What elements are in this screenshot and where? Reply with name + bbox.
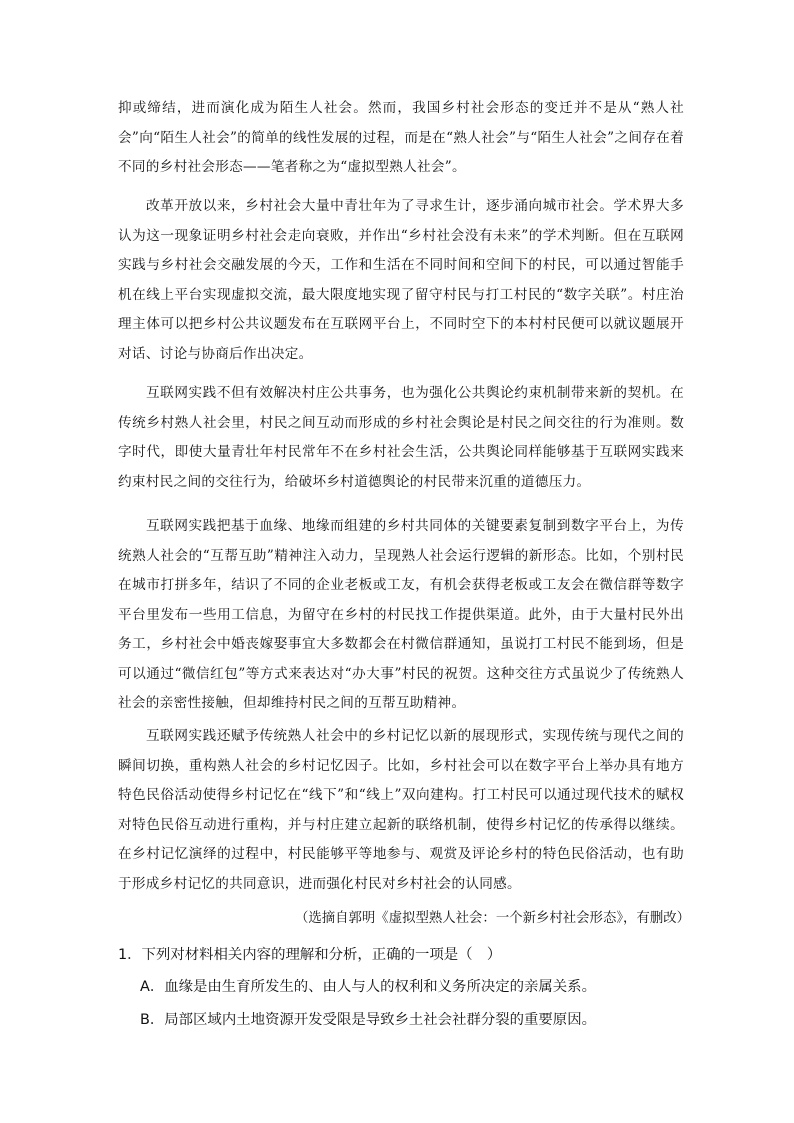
article-paragraph-4: 互联网实践把基于血缘、地缘而组建的乡村共同体的关键要素复制到数字平台上，为传统熟人社会的“互帮互助”精神注入动力，呈现熟人社会运行逻辑的新形态。比如，个别村民在城市打拼多年，结识了不同的企业老板或工友，有机会获得老板或工友会在微信群等数字平台里发布一些用工信息，为留守在乡村的村民找工作提供渠道。此外，由于大量村民外出务工，乡村社会中婚丧嫁娶事宜大多数都会在村微信群通知，虽说打工村民不能到场，但是可以通过“微信红包”等方式来表达对“办大事”村民的祝贺。这种交往方式虽说少了传统熟人社会的亲密性接触，但却维持村民之间的互帮互助精神。 xyxy=(118,518,684,711)
article-paragraph-1: 抑或缔结，进而演化成为陌生人社会。然而，我国乡村社会形态的变迁并不是从“熟人社会”向“陌生人社会”的简单的线性发展的过程，而是在“熟人社会”与“陌生人社会”之间存在着不同的乡村社会形态——笔者称之为“虚拟型熟人社会”。 xyxy=(118,100,684,175)
option-b: B．局部区域内土地资源开发受限是导致乡土社会社群分裂的重要原因。 xyxy=(140,1012,596,1028)
article-paragraph-5: 互联网实践还赋予传统熟人社会中的乡村记忆以新的展现形式，实现传统与现代之间的瞬间切换，重构熟人社会的乡村记忆因子。比如，乡村社会可以在数字平台上举办具有地方特色民俗活动使得乡村记忆在“线下”和“线上”双向建构。打工村民可以通过现代技术的赋权对特色民俗互动进行重构，并与村庄建立起新的联络机制，使得乡村记忆的传承得以继续。在乡村记忆演绎的过程中，村民能够平等地参与、观赏及评论乡村的特色民俗活动，也有助于形成乡村记忆的共同意识，进而强化村民对乡村社会的认同感。 xyxy=(118,728,684,892)
article-paragraph-2: 改革开放以来，乡村社会大量中青壮年为了寻求生计，逐步涌向城市社会。学术界大多认为这一现象证明乡村社会走向衰败，并作出“乡村社会没有未来”的学术判断。但在互联网实践与乡村社会交融发展的今天，工作和生活在不同时间和空间下的村民，可以通过智能手机在线上平台实现虚拟交流，最大限度地实现了留守村民与打工村民的“数字关联”。村庄治理主体可以把乡村公共议题发布在互联网平台上，不同时空下的本村村民便可以就议题展开对话、讨论与协商后作出决定。 xyxy=(118,198,684,362)
article-source: （选摘自郭明《虚拟型熟人社会：一个新乡村社会形态》，有删改） xyxy=(294,911,690,926)
question-stem: 1．下列对材料相关内容的理解和分析，正确的一项是（ ） xyxy=(118,947,502,963)
option-a: A．血缘是由生育所发生的、由人与人的权利和义务所决定的亲属关系。 xyxy=(140,979,596,995)
article-paragraph-3: 互联网实践不但有效解决村庄公共事务，也为强化公共舆论约束机制带来新的契机。在传统乡村熟人社会里，村民之间互动而形成的乡村社会舆论是村民之间交往的行为准则。数字时代，即使大量青壮年村民常年不在乡村社会生活，公共舆论同样能够基于互联网实践来约束村民之间的交往行为，给破坏乡村道德舆论的村民带来沉重的道德压力。 xyxy=(118,385,684,490)
